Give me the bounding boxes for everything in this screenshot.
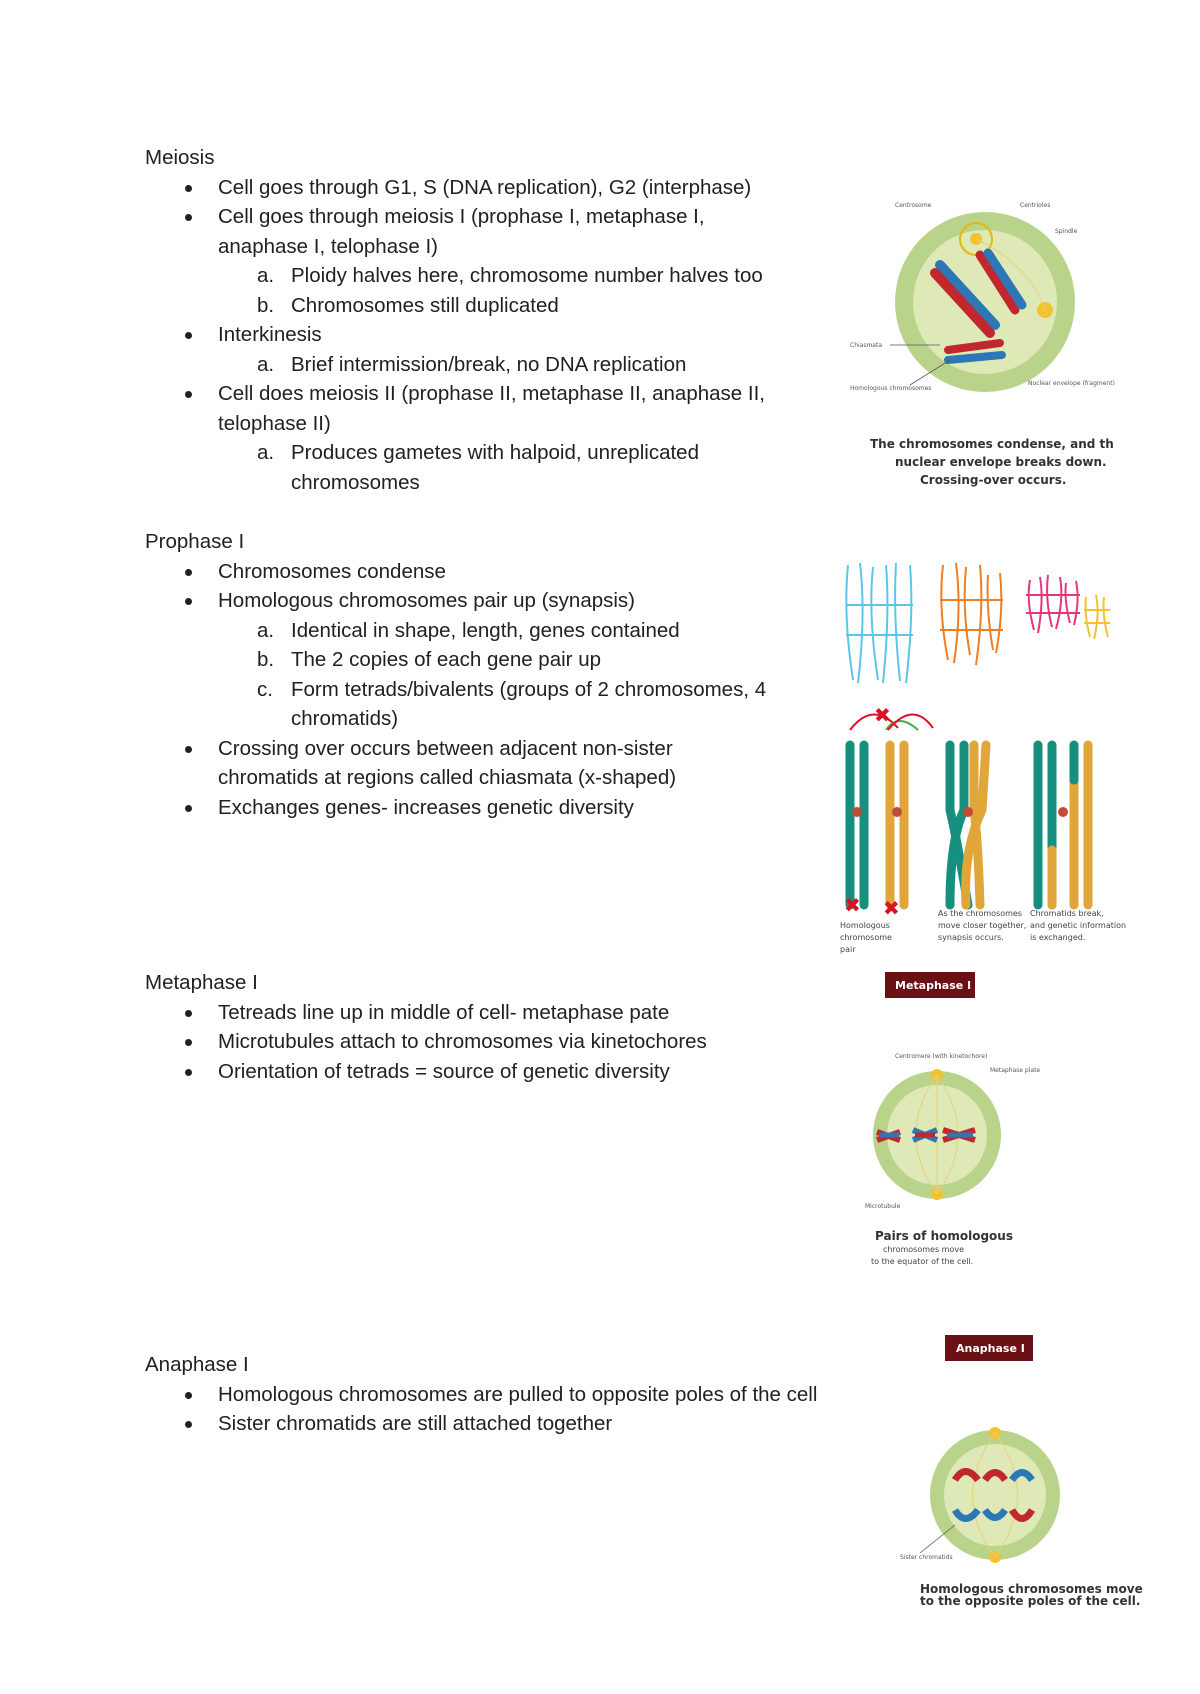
chromosome-pair-1 bbox=[850, 745, 904, 905]
caption-line: The chromosomes condense, and th bbox=[870, 437, 1114, 451]
sub-item: a. Produces gametes with halpoid, unreplicated chromosomes bbox=[257, 441, 699, 494]
bullet-item: Interkinesis a. Brief intermission/break, no DNA replication bbox=[145, 320, 885, 379]
sub-item: b. The 2 copies of each gene pair up bbox=[257, 648, 601, 671]
bullet-list bbox=[145, 557, 885, 823]
label-metaphase-plate: Metaphase plate bbox=[990, 1067, 1041, 1074]
arrow-curve bbox=[888, 714, 933, 730]
section-prophase-i bbox=[145, 527, 885, 822]
caption-line: to the equator of the cell. bbox=[871, 1257, 974, 1266]
bullet-item: Chromosomes condense bbox=[145, 557, 885, 587]
sub-list bbox=[218, 261, 885, 320]
label-centrioles: Centrioles bbox=[1020, 202, 1051, 209]
bullet-item: Orientation of tetrads = source of genetic diversity bbox=[145, 1057, 885, 1087]
sub-list bbox=[218, 350, 885, 380]
pink-chromosomes bbox=[1026, 575, 1080, 633]
bullet-item: Sister chromatids are still attached together bbox=[145, 1409, 885, 1439]
bullet-item: Cell goes through meiosis I (prophase I, metaphase I, anaphase I, telophase I) a. Ploidy halves here, chromosome number halves too b. Chromosomes still duplicated bbox=[145, 202, 885, 320]
badge-text: Anaphase I bbox=[956, 1342, 1025, 1355]
bullet-item: Exchanges genes- increases genetic diversity bbox=[145, 793, 885, 823]
bullet-list bbox=[145, 998, 885, 1087]
caption-line: is exchanged. bbox=[1030, 933, 1086, 942]
bullet-item: Homologous chromosomes are pulled to opposite poles of the cell bbox=[145, 1380, 885, 1410]
chromosome-pair-2 bbox=[950, 745, 986, 905]
sub-list bbox=[218, 438, 885, 497]
cyan-chromosomes bbox=[846, 563, 913, 683]
section-anaphase-i bbox=[145, 1350, 885, 1439]
cross-mark-icon: ✖ bbox=[883, 896, 900, 920]
caption-line: Homologous chromosomes move bbox=[920, 1582, 1143, 1596]
sub-item: a. Identical in shape, length, genes contained bbox=[257, 618, 680, 642]
caption-line: to the opposite poles of the cell. bbox=[920, 1594, 1141, 1608]
section-title: Meiosis bbox=[145, 146, 215, 169]
label-microtubule: Microtubule bbox=[865, 1203, 901, 1210]
bullet-item: Homologous chromosomes pair up (synapsis) a. Identical in shape, length, genes contained b. The 2 copies of each gene pair up c. Form tetrads/bivalents (groups of 2 chromosomes, 4 chromatids) bbox=[145, 586, 885, 734]
section-title: Metaphase I bbox=[145, 971, 258, 994]
label-spindle: Spindle bbox=[1055, 228, 1078, 235]
prophase-cell-figure bbox=[850, 195, 1115, 490]
section-title: Prophase I bbox=[145, 530, 245, 553]
bullet-item: Cell goes through G1, S (DNA replication), G2 (interphase) bbox=[145, 173, 885, 203]
caption-line: nuclear envelope breaks down. bbox=[895, 455, 1107, 469]
metaphase-cell-figure bbox=[865, 972, 1045, 1272]
sub-item: b. Chromosomes still duplicated bbox=[257, 293, 559, 317]
sub-item: a. Brief intermission/break, no DNA replication bbox=[257, 352, 687, 376]
caption-line: Homologous bbox=[840, 921, 890, 930]
label-sister-chromatids: Sister chromatids bbox=[900, 1554, 953, 1561]
bullet-item: Cell does meiosis II (prophase II, metaphase II, anaphase II, telophase II) a. Produces gametes with halpoid, unreplicated chromosomes bbox=[145, 379, 885, 497]
caption-line: Pairs of homologous bbox=[875, 1229, 1013, 1243]
caption-line: and genetic information bbox=[1030, 921, 1127, 930]
bullet-item: Tetreads line up in middle of cell- metaphase pate bbox=[145, 998, 885, 1028]
sub-item: a. Ploidy halves here, chromosome number halves too bbox=[257, 264, 763, 287]
condensing-chromosomes-sketch bbox=[838, 555, 1118, 695]
yellow-chromosomes bbox=[1084, 595, 1110, 639]
badge-text: Metaphase I bbox=[895, 979, 972, 992]
crossing-over-figure bbox=[838, 700, 1127, 945]
bullet-list bbox=[145, 1380, 885, 1439]
chromosome-pair-3 bbox=[1038, 745, 1088, 905]
label-nuclear-envelope: Nuclear envelope (fragment) bbox=[1028, 380, 1115, 387]
sub-item: c. Form tetrads/bivalents (groups of 2 chromosomes, 4 chromatids) bbox=[257, 677, 767, 730]
sub-list bbox=[218, 616, 885, 734]
bullet-item: Crossing over occurs between adjacent non-sister chromatids at regions called chiasmata (x-shaped) bbox=[145, 734, 885, 793]
section-title: Anaphase I bbox=[145, 1353, 249, 1376]
section-metaphase-i bbox=[145, 968, 885, 1086]
caption-line: chromosomes move bbox=[883, 1245, 964, 1254]
bullet-item: Microtubules attach to chromosomes via kinetochores bbox=[145, 1027, 885, 1057]
anaphase-cell-figure bbox=[900, 1335, 1143, 1615]
cross-mark-icon: ✖ bbox=[874, 703, 891, 727]
label-homologous: Homologous chromosomes bbox=[850, 385, 932, 392]
caption-line: move closer together, bbox=[938, 921, 1027, 930]
caption-line: Crossing-over occurs. bbox=[920, 473, 1067, 487]
label-centromere: Centromere (with kinetochore) bbox=[895, 1053, 988, 1060]
caption-line: chromosome bbox=[840, 933, 892, 942]
caption-pair-overflow: pair bbox=[840, 945, 856, 954]
bullet-list bbox=[145, 173, 885, 498]
orange-chromosomes bbox=[940, 563, 1003, 665]
caption-line: As the chromosomes bbox=[938, 909, 1022, 918]
cell-interior bbox=[944, 1444, 1046, 1546]
label-centrosome: Centrosome bbox=[895, 202, 932, 209]
chromosome-blue bbox=[948, 355, 1002, 360]
section-meiosis bbox=[145, 143, 885, 497]
caption-line: Chromatids break, bbox=[1030, 909, 1104, 918]
caption-line: synapsis occurs. bbox=[938, 933, 1004, 942]
label-chiasmata: Chiasmata bbox=[850, 342, 883, 349]
cross-mark-icon: ✖ bbox=[844, 893, 861, 917]
